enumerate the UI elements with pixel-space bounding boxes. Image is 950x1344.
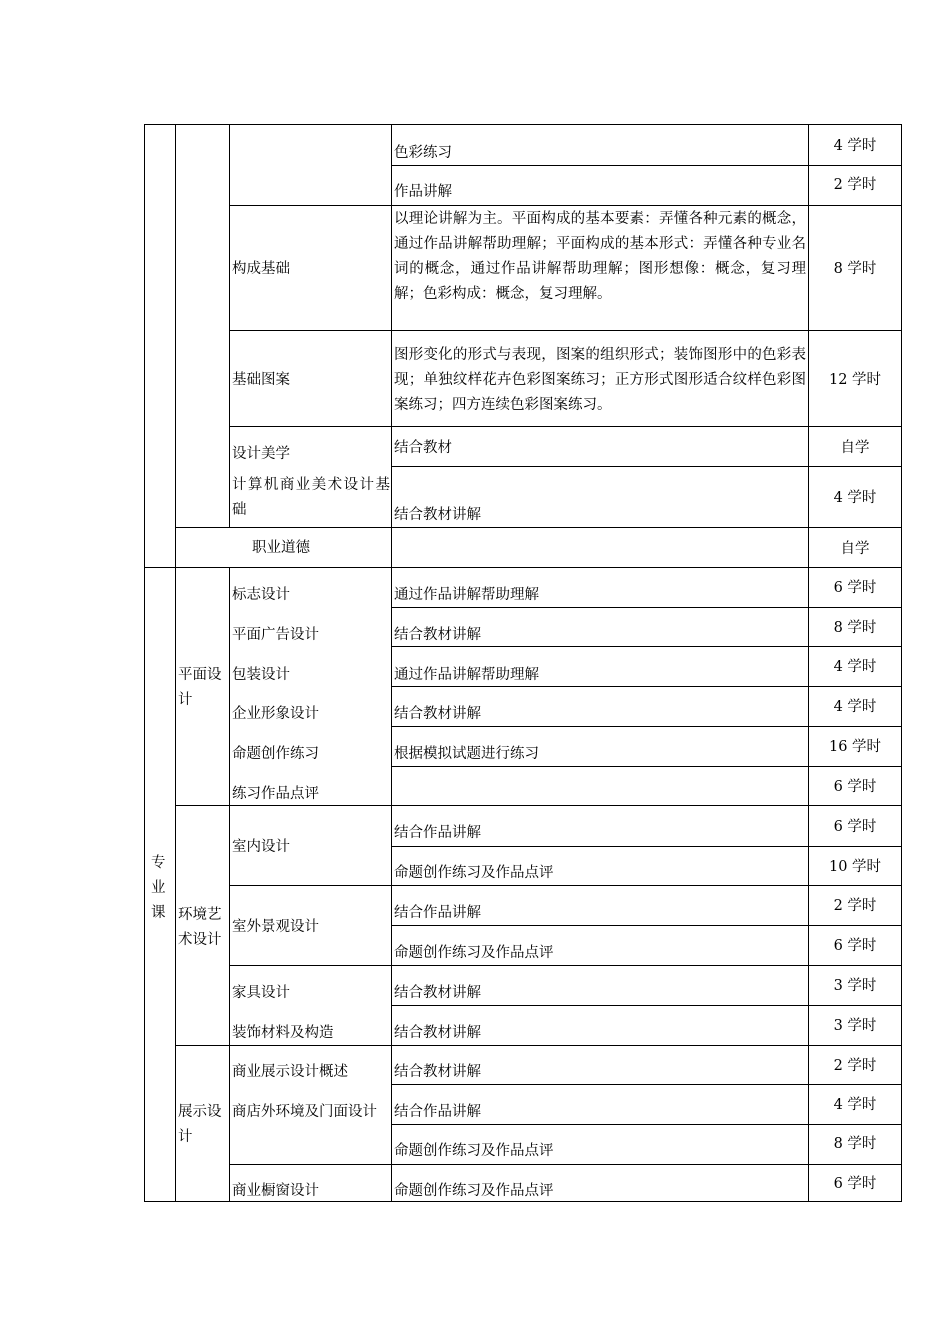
- hours-cell: 8 学时: [833, 261, 877, 277]
- hours-cell: 8 学时: [833, 1136, 877, 1152]
- content-cell: 结合教材: [394, 440, 452, 456]
- course-name: 基础图案: [232, 372, 290, 388]
- hours-cell: 6 学时: [833, 938, 877, 954]
- course-name: 构成基础: [232, 261, 290, 277]
- course-name: 商店外环境及门面设计: [232, 1104, 377, 1120]
- hours-cell: 4 学时: [833, 659, 877, 675]
- content-cell: 作品讲解: [394, 184, 452, 200]
- hours-cell: 4 学时: [833, 490, 877, 506]
- hours-cell: 6 学时: [833, 580, 877, 596]
- course-name: 平面广告设计: [232, 627, 319, 643]
- content-cell: 命题创作练习及作品点评: [394, 945, 554, 961]
- content-cell: 以理论讲解为主。平面构成的基本要素：弄懂各种元素的概念，通过作品讲解帮助理解；平面构成的基本形式：弄懂各种专业名词的概念，通过作品讲解帮助理解；图形想像：概念，复习理解；色彩构成：概念，复习理解。: [394, 211, 806, 302]
- course-name: 标志设计: [232, 587, 290, 603]
- content-cell: 结合教材讲解: [394, 1025, 481, 1041]
- content-cell: 结合作品讲解: [394, 825, 481, 841]
- hours-cell: 自学: [840, 541, 870, 557]
- table-border-right: [901, 124, 902, 1202]
- content-cell: 通过作品讲解帮助理解: [394, 667, 539, 683]
- hours-cell: 10 学时: [828, 859, 882, 875]
- hours-cell: 8 学时: [833, 620, 877, 636]
- row-line: [229, 426, 902, 427]
- row-line: [391, 165, 902, 166]
- content-cell: 结合教材讲解: [394, 507, 481, 523]
- row-line: [229, 205, 902, 206]
- hours-cell: 自学: [840, 440, 870, 456]
- row-line: [229, 330, 902, 331]
- hours-cell: 6 学时: [833, 779, 877, 795]
- row-line: [175, 527, 902, 528]
- content-cell: 根据模拟试题进行练习: [394, 746, 539, 762]
- course-name: 练习作品点评: [232, 786, 319, 802]
- content-cell: 结合作品讲解: [394, 905, 481, 921]
- course-name: 企业形象设计: [232, 706, 319, 722]
- content-cell: 命题创作练习及作品点评: [394, 1143, 554, 1159]
- content-cell: 结合教材讲解: [394, 706, 481, 722]
- hours-cell: 4 学时: [833, 699, 877, 715]
- course-name: 设计美学: [232, 446, 290, 462]
- course-name: 职业道德: [252, 540, 310, 556]
- course-name: 室外景观设计: [232, 919, 319, 935]
- hours-cell: 16 学时: [828, 739, 882, 755]
- row-line: [391, 846, 902, 847]
- hours-cell: 3 学时: [833, 1018, 877, 1034]
- course-name: 计算机商业美术设计基础: [232, 477, 390, 518]
- hours-cell: 2 学时: [833, 898, 877, 914]
- course-name: 命题创作练习: [232, 746, 319, 762]
- row-line: [391, 466, 902, 467]
- content-cell: 结合教材讲解: [394, 985, 481, 1001]
- section-divider: [144, 567, 902, 568]
- course-name: 室内设计: [232, 839, 290, 855]
- content-cell: 结合作品讲解: [394, 1104, 481, 1120]
- hours-cell: 6 学时: [833, 1176, 877, 1192]
- content-cell: 结合教材讲解: [394, 1064, 481, 1080]
- course-name: 装饰材料及构造: [232, 1025, 334, 1041]
- hours-cell: 12 学时: [828, 372, 882, 388]
- content-cell: 通过作品讲解帮助理解: [394, 587, 539, 603]
- content-cell: 色彩练习: [394, 145, 452, 161]
- content-cell: 结合教材讲解: [394, 627, 481, 643]
- hours-cell: 3 学时: [833, 978, 877, 994]
- group-name-environment: 环境艺术设计: [178, 907, 222, 948]
- row-line: [229, 965, 902, 966]
- row-line: [229, 1164, 902, 1165]
- content-cell: 命题创作练习及作品点评: [394, 865, 554, 881]
- content-cell: 命题创作练习及作品点评: [394, 1183, 554, 1199]
- category-major-courses: 专业课: [151, 855, 166, 921]
- hours-cell: 6 学时: [833, 819, 877, 835]
- hours-cell: 2 学时: [833, 177, 877, 193]
- col-line-3: [391, 124, 392, 1202]
- group-name-display: 展示设计: [178, 1104, 222, 1145]
- row-line: [229, 885, 902, 886]
- table-border-left: [144, 124, 145, 1202]
- course-name: 家具设计: [232, 985, 290, 1001]
- content-cell: 图形变化的形式与表现，图案的组织形式；装饰图形中的色彩表现；单独纹样花卉色彩图案练习；正方形式图形适合纹样色彩图案练习；四方连续色彩图案练习。: [394, 347, 806, 413]
- col-line-2a: [229, 124, 230, 527]
- hours-cell: 4 学时: [833, 1097, 877, 1113]
- course-name: 商业橱窗设计: [232, 1183, 319, 1199]
- course-name: 包装设计: [232, 667, 290, 683]
- course-name: 商业展示设计概述: [232, 1064, 348, 1080]
- hours-cell: 2 学时: [833, 1058, 877, 1074]
- col-line-1: [175, 124, 176, 1202]
- hours-cell: 4 学时: [833, 138, 877, 154]
- group-name-graphic: 平面设计: [178, 667, 222, 708]
- table-border-top: [144, 124, 902, 125]
